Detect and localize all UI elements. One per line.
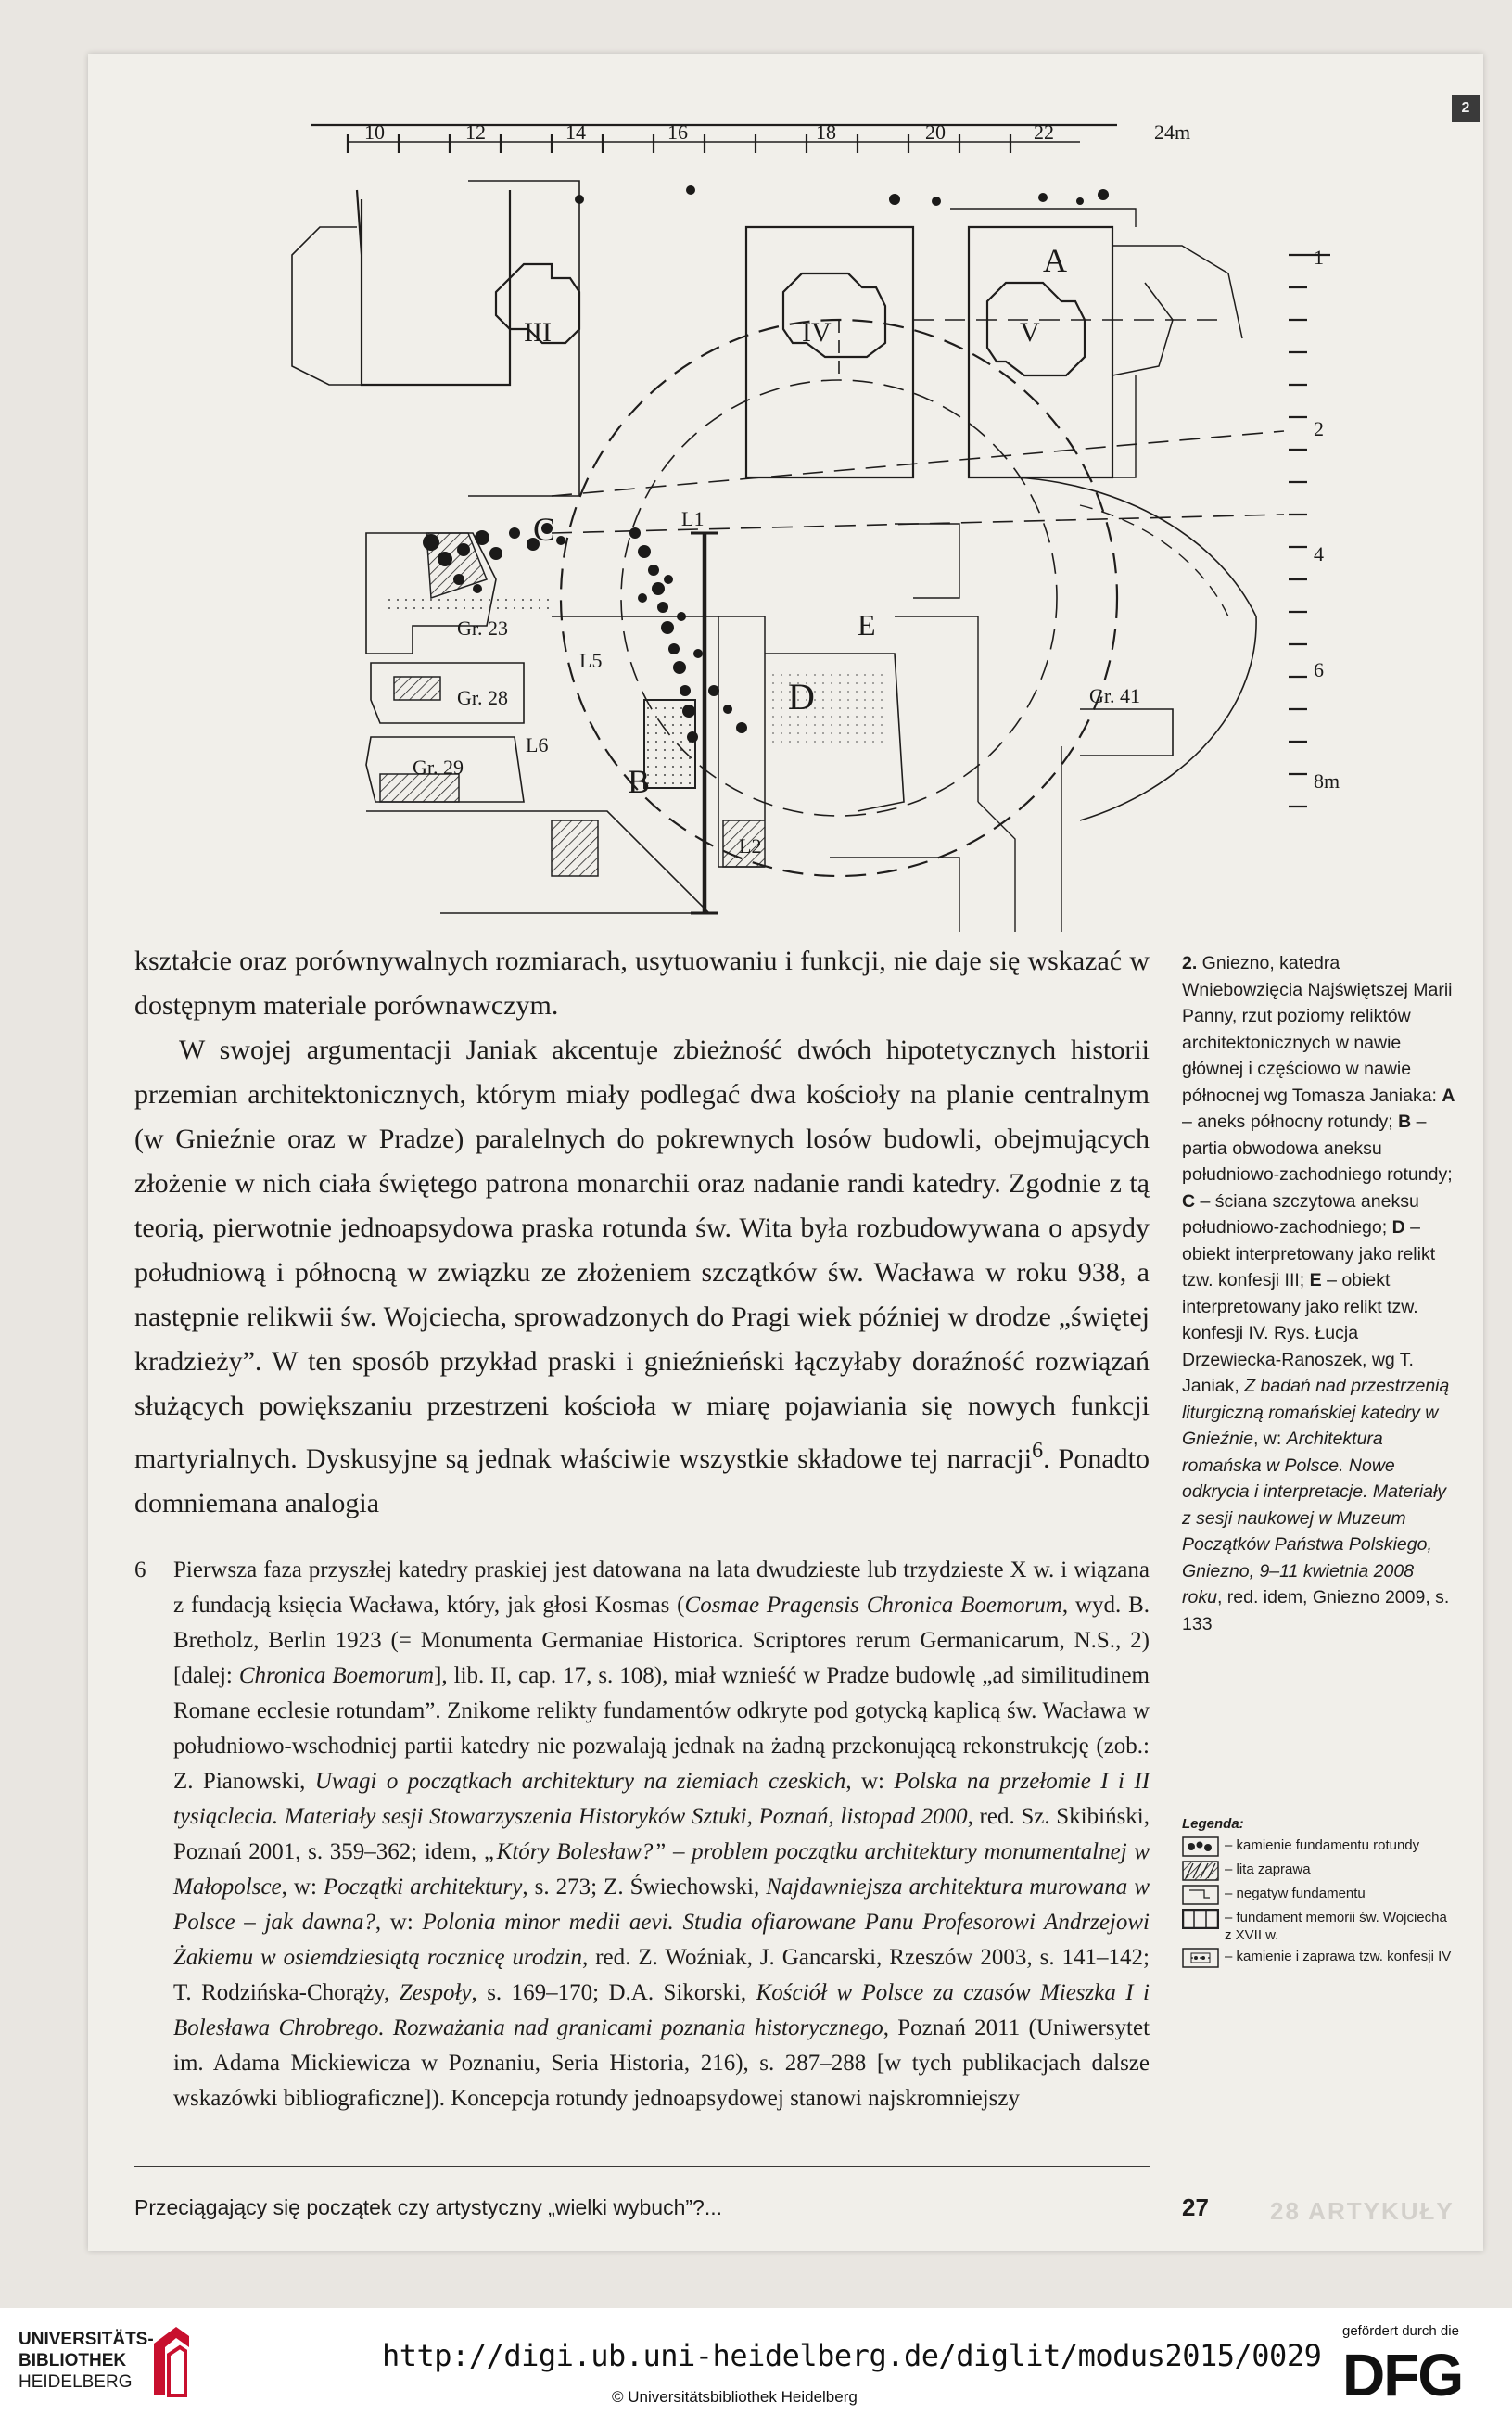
grave-label: Gr. 28 — [457, 686, 508, 709]
paragraph: kształcie oraz porównywalnych rozmiarach, usytuowaniu i funkcji, nie daje się wskazać w dostępnym materiale porównawczym. — [134, 946, 1150, 1021]
negative-swatch-icon — [1182, 1885, 1219, 1905]
top-number: 12 — [465, 121, 486, 144]
grave-label: Gr. 23 — [457, 616, 508, 640]
line-label: L1 — [681, 507, 705, 530]
legend-item: – lita zaprawa — [1182, 1861, 1455, 1881]
legend-title: Legenda: — [1182, 1816, 1244, 1832]
bleed-through-header: 28 ARTYKUŁY — [1270, 2197, 1455, 2225]
plan-legend — [1182, 1815, 1455, 1968]
label-III: III — [524, 317, 552, 348]
page-number: 27 — [1182, 2193, 1209, 2221]
legend-item: – negatyw fundamentu — [1182, 1885, 1455, 1905]
footnote-number: 6 — [134, 1557, 146, 1582]
top-number: 16 — [667, 121, 688, 144]
scale-number: 1 — [1314, 246, 1324, 269]
library-logo-icon[interactable] — [148, 2323, 193, 2397]
line-label: L2 — [739, 834, 762, 858]
line-label: L6 — [526, 733, 549, 756]
permalink-url[interactable]: http://digi.ub.uni-heidelberg.de/diglit/modus2015/0029 — [382, 2338, 1322, 2373]
top-number: 20 — [925, 121, 946, 144]
scale-number: 6 — [1314, 658, 1324, 681]
dfg-logo[interactable]: DFG — [1342, 2342, 1463, 2408]
hatch-swatch-icon — [1182, 1861, 1219, 1881]
grave-label: Gr. 29 — [413, 756, 464, 779]
top-number: 22 — [1034, 121, 1054, 144]
footnote-text: Pierwsza faza przyszłej katedry praskiej jest datowana na lata dwudzieste lub trzydzieste X w. i wiązana z fundacją księcia Wacława, który, jak głosi Kosmas (Cosmae Pragensis Chronica Boemorum, wyd. B. Bretholz, Berlin 1923 (= Monumenta Germaniae Historica. Scriptores rerum Germanicarum, N.S., 2) [dalej: Chronica Boemorum], lib. II, cap. 17, s. 108), miał wznieść w Pradze budowlę „ad similitudinem Romane ecclesie rotundam”. Znikome relikty fundamentów odkryte pod gotycką kaplicą św. Wacława w południowo-wschodniej partii katedry nie pozwalają jednak na żadną przekonującą rekonstrukcję (zob.: Z. Pianowski, Uwagi o początkach architektury na ziemiach czeskich, w: Polska na przełomie I i II tysiąclecia. Materiały sesji Stowarzyszenia Historyków Sztuki, Poznań, listopad 2000, red. Sz. Skibiński, Poznań 2001, s. 359–362; idem, „Który Bolesław?” – problem początku architektury monumentalnej w Małopolsce, w: Początki architektury, s. 273; Z. Świechowski, Najdawniejsza architektura murowana w Polsce – jak dawna?, w: Polonia minor medii aevi. Studia ofiarowane Panu Profesorowi Andrzejowi Żakiemu w osiemdziesiątą rocznicę urodzin, red. Z. Woźniak, J. Gancarski, Rzeszów 2003, s. 141–142; T. Rodzińska-Chorąży, Zespoły, s. 169–170; D.A. Sikorski, Kościół w Polsce za czasów Mieszka I i Bolesława Chrobrego. Rozważania nad granicami poznania historycznego, Poznań 2011 (Uniwersytet im. Adama Mickiewicza w Poznaniu, Seria Historia, 216), s. 287–288 [w tych publikacjach dalsze wskazówki bibliograficzne]). Koncepcja rotundy jednoapsydowej stanowi najskromniejszy — [173, 1557, 1150, 2111]
legend-item: – kamienie i zaprawa tzw. konfesji IV — [1182, 1948, 1455, 1968]
footnote-ref[interactable]: 6 — [1032, 1439, 1044, 1463]
legend-item: – fundament memorii św. Wojciecha z XVII w. — [1182, 1909, 1455, 1944]
label-D: D — [788, 676, 815, 718]
label-IV: IV — [802, 317, 832, 348]
grave-label: Gr. 41 — [1089, 684, 1140, 707]
label-C: C — [533, 511, 556, 548]
stones-swatch-icon — [1182, 1836, 1219, 1857]
scale-number: 2 — [1314, 417, 1324, 440]
top-number: 18 — [816, 121, 836, 144]
figure-caption: 2. Gniezno, katedra Wniebowzięcia Najświętszej Marii Panny, rzut poziomy reliktów architektonicznych w nawie głównej i częściowo w nawie północnej wg Tomasza Janiaka: A – aneks północny rotundy; B – partia obwodowa aneksu południowo-zachodniego rotundy; C – ściana szczytowa aneksu południowo-zachodniego; D – obiekt interpretowany jako relikt tzw. konfesji III; E – obiekt interpretowany jako relikt tzw. konfesji IV. Rys. Łucja Drzewiecka-Ranoszek, wg T. Janiak, Z badań nad przestrzenią liturgiczną romańskiej katedry w Gnieźnie, w: Architektura romańska w Polsce. Nowe odkrycia i interpretacje. Materiały z sesji naukowej w Muzeum Początków Państwa Polskiego, Gniezno, 9–11 kwietnia 2008 roku, red. idem, Gniezno 2009, s. 133 — [1182, 953, 1455, 1634]
floor-plan-figure — [246, 97, 1367, 950]
line-label: L5 — [579, 649, 603, 672]
label-V: V — [1020, 317, 1040, 348]
top-number: 24m — [1154, 121, 1191, 144]
main-text — [134, 939, 1150, 1526]
figure-marker: 2 — [1452, 95, 1480, 122]
scale-number: 4 — [1314, 542, 1324, 565]
label-E: E — [858, 608, 876, 642]
top-number: 14 — [565, 121, 586, 144]
copyright-notice: © Universitätsbibliothek Heidelberg — [612, 2388, 858, 2406]
label-B: B — [628, 763, 651, 800]
top-number: 10 — [364, 121, 385, 144]
confession-swatch-icon — [1182, 1948, 1219, 1968]
library-name[interactable]: UNIVERSITÄTS- BIBLIOTHEK HEIDELBERG — [19, 2330, 154, 2392]
footer-rule — [134, 2166, 1150, 2167]
scale-number: 8m — [1314, 769, 1340, 793]
memoria-swatch-icon — [1182, 1909, 1219, 1929]
running-head: Przeciągający się początek czy artystyczny „wielki wybuch”?... — [134, 2195, 722, 2219]
paragraph: W swojej argumentacji Janiak akcentuje zbieżność dwóch hipotetycznych historii przemian architektonicznych, którym miały podlegać dwa kościoły na planie centralnym (w Gnieźnie oraz w Pradze) paralelnych do pokrewnych losów budowli, obejmujących złożenie w nich ciała świętego patrona monarchii oraz nadanie randi katedry. Zgodnie z tą teorią, pierwotnie jednoapsydowa praska rotunda św. Wita była rozbudowywana o apsydy południową i północną w związku ze złożeniem szczątków św. Wacława w roku 938, a następnie relikwii św. Wojciecha, sprowadzonych do Pragi wiek później w drodze „świętej kradzieży”. W ten sposób przykład praski i gnieźnieński łączyłaby doraźność rozwiązań służących powiększaniu przestrzeni kościoła w miarę pojawiania się nowych funkcji martyrialnych. Dyskusyjne są jednak właściwie wszystkie składowe tej narracji$^6$. Ponadto domniemana analogia — [134, 1035, 1150, 1518]
sponsor-caption: gefördert durch die — [1342, 2323, 1459, 2339]
label-A: A — [1043, 242, 1067, 279]
viewer-footer — [0, 2308, 1512, 2427]
legend-item: – kamienie fundamentu rotundy — [1182, 1836, 1455, 1857]
footnote — [134, 1553, 1150, 2116]
